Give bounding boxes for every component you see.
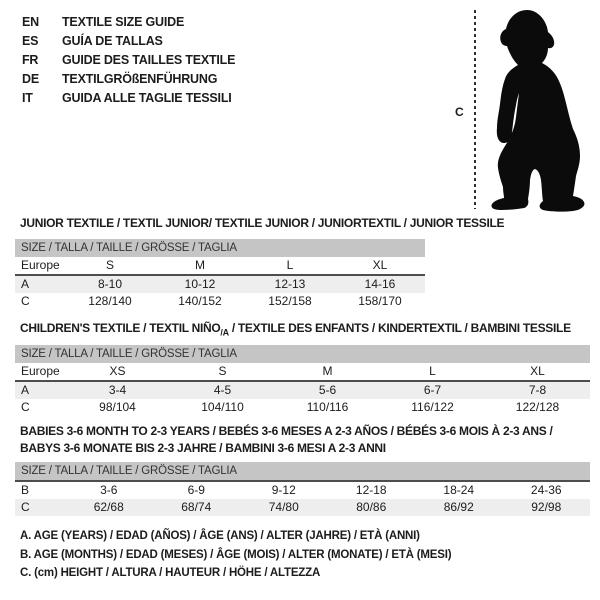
table-cell: 98/104 — [99, 400, 136, 414]
section-title-children — [20, 320, 571, 341]
section-title-line: BABYS 3-6 MONATE BIS 2-3 JAHRE / BAMBINI 3-6 MESI A 2-3 ANNI — [20, 441, 386, 455]
table-cell: L — [286, 258, 294, 272]
language-code: ES — [22, 34, 39, 48]
table-cell: 5-6 — [318, 383, 337, 397]
table-body — [15, 480, 590, 516]
table-cell: 74/80 — [268, 500, 299, 514]
table-cell: 12-13 — [274, 277, 306, 291]
section-title-text: / TEXTILE DES ENFANTS / KINDERTEXTIL / BAMBINI TESSILE — [228, 321, 571, 335]
row-label: B — [21, 483, 30, 497]
table-row — [15, 399, 590, 416]
table-cell: 3-4 — [108, 383, 127, 397]
table-cell: 62/68 — [93, 500, 124, 514]
table-cell: 140/152 — [178, 294, 222, 308]
measurement-legend — [20, 527, 451, 583]
legend-line-b: B. AGE (MONTHS) / EDAD (MESES) / ÂGE (MOIS) / ALTER (MONATE) / ETÀ (MESI) — [20, 548, 452, 561]
row-label: C — [21, 294, 30, 308]
language-label: GUIDA ALLE TAGLIE TESSILI — [62, 91, 232, 105]
table-row — [15, 380, 590, 399]
table-cell: 122/128 — [515, 400, 560, 414]
table-cell: 4-5 — [213, 383, 232, 397]
legend-line-a: A. AGE (YEARS) / EDAD (AÑOS) / ÂGE (ANS) / ALTER (JAHRE) / ETÀ (ANNI) — [20, 530, 420, 542]
language-code: IT — [22, 91, 33, 105]
table-cell: 10-12 — [184, 277, 216, 291]
language-row — [22, 70, 235, 89]
toddler-silhouette-image — [486, 8, 590, 212]
row-label: A — [21, 383, 30, 397]
babies-size-table — [15, 462, 590, 516]
row-label: Europe — [21, 364, 60, 378]
section-title-line: BABIES 3-6 MONTH TO 2-3 YEARS / BEBÉS 3-6 MESES A 2-3 AÑOS / BÉBÉS 3-6 MOIS À 2-3 ANS / — [20, 424, 553, 438]
table-cell: 7-8 — [528, 383, 547, 397]
size-header-bar: SIZE / TALLA / TAILLE / GRÖSSE / TAGLIA — [15, 239, 425, 257]
table-cell: L — [429, 364, 436, 378]
height-measure-dashed-line — [474, 10, 476, 209]
table-cell: 152/158 — [268, 294, 312, 308]
table-cell: 116/122 — [411, 400, 454, 414]
language-row — [22, 89, 235, 108]
language-row — [22, 32, 235, 51]
table-cell: XL — [530, 364, 545, 378]
size-header-bar: SIZE / TALLA / TAILLE / GRÖSSE / TAGLIA — [15, 462, 590, 480]
section-title-subscript: /A — [220, 327, 229, 338]
table-cell: XL — [372, 258, 388, 272]
section-title-junior: JUNIOR TEXTILE / TEXTIL JUNIOR/ TEXTILE JUNIOR / JUNIORTEXTIL / JUNIOR TESSILE — [20, 216, 505, 230]
table-cell: 68/74 — [181, 500, 212, 514]
table-cell: 8-10 — [97, 277, 123, 291]
language-code: FR — [22, 53, 39, 67]
table-cell: 104/110 — [201, 400, 244, 414]
row-label: A — [21, 277, 30, 291]
table-cell: 24-36 — [530, 483, 562, 497]
table-cell: S — [218, 364, 227, 378]
table-cell: 3-6 — [100, 483, 118, 497]
table-cell: 128/140 — [88, 294, 132, 308]
table-cell: 14-16 — [364, 277, 396, 291]
table-cell: 6-7 — [423, 383, 442, 397]
table-cell: 6-9 — [187, 483, 205, 497]
row-label: Europe — [21, 258, 60, 272]
size-header-bar: SIZE / TALLA / TAILLE / GRÖSSE / TAGLIA — [15, 345, 590, 363]
language-code: DE — [22, 72, 39, 86]
table-cell: 86/92 — [443, 500, 474, 514]
table-cell: XS — [109, 364, 126, 378]
row-label: C — [21, 400, 30, 414]
table-cell: 80/86 — [356, 500, 387, 514]
children-size-table — [15, 345, 590, 416]
language-label: GUIDE DES TAILLES TEXTILE — [62, 53, 236, 67]
table-body — [15, 363, 590, 416]
language-row — [22, 51, 235, 70]
table-row — [15, 363, 590, 380]
table-cell: 110/116 — [306, 400, 349, 414]
table-cell: 9-12 — [271, 483, 296, 497]
table-body — [15, 257, 425, 310]
table-row — [15, 257, 425, 274]
table-cell: 18-24 — [443, 483, 475, 497]
language-row — [22, 13, 235, 32]
row-label: C — [21, 500, 30, 514]
section-title-babies — [20, 423, 552, 457]
measure-label: C — [455, 105, 464, 119]
table-cell: M — [195, 258, 205, 272]
language-code: EN — [22, 15, 39, 29]
table-row — [15, 480, 590, 499]
language-label: GUÍA DE TALLAS — [62, 34, 163, 48]
section-title-text: CHILDREN'S TEXTILE / TEXTIL NIÑO — [20, 321, 221, 335]
table-cell: S — [105, 258, 114, 272]
table-row — [15, 499, 590, 516]
table-cell: 12-18 — [355, 483, 387, 497]
language-label: TEXTILE SIZE GUIDE — [62, 15, 185, 29]
language-label: TEXTILGRÖßENFÜHRUNG — [62, 72, 218, 86]
table-row — [15, 293, 425, 310]
table-row — [15, 274, 425, 293]
table-cell: 92/98 — [531, 500, 562, 514]
table-cell: 158/170 — [358, 294, 402, 308]
junior-size-table — [15, 239, 425, 310]
table-cell: M — [322, 364, 333, 378]
language-list — [22, 13, 235, 108]
legend-line-c: C. (cm) HEIGHT / ALTURA / HAUTEUR / HÖHE / ALTEZZA — [20, 567, 321, 579]
